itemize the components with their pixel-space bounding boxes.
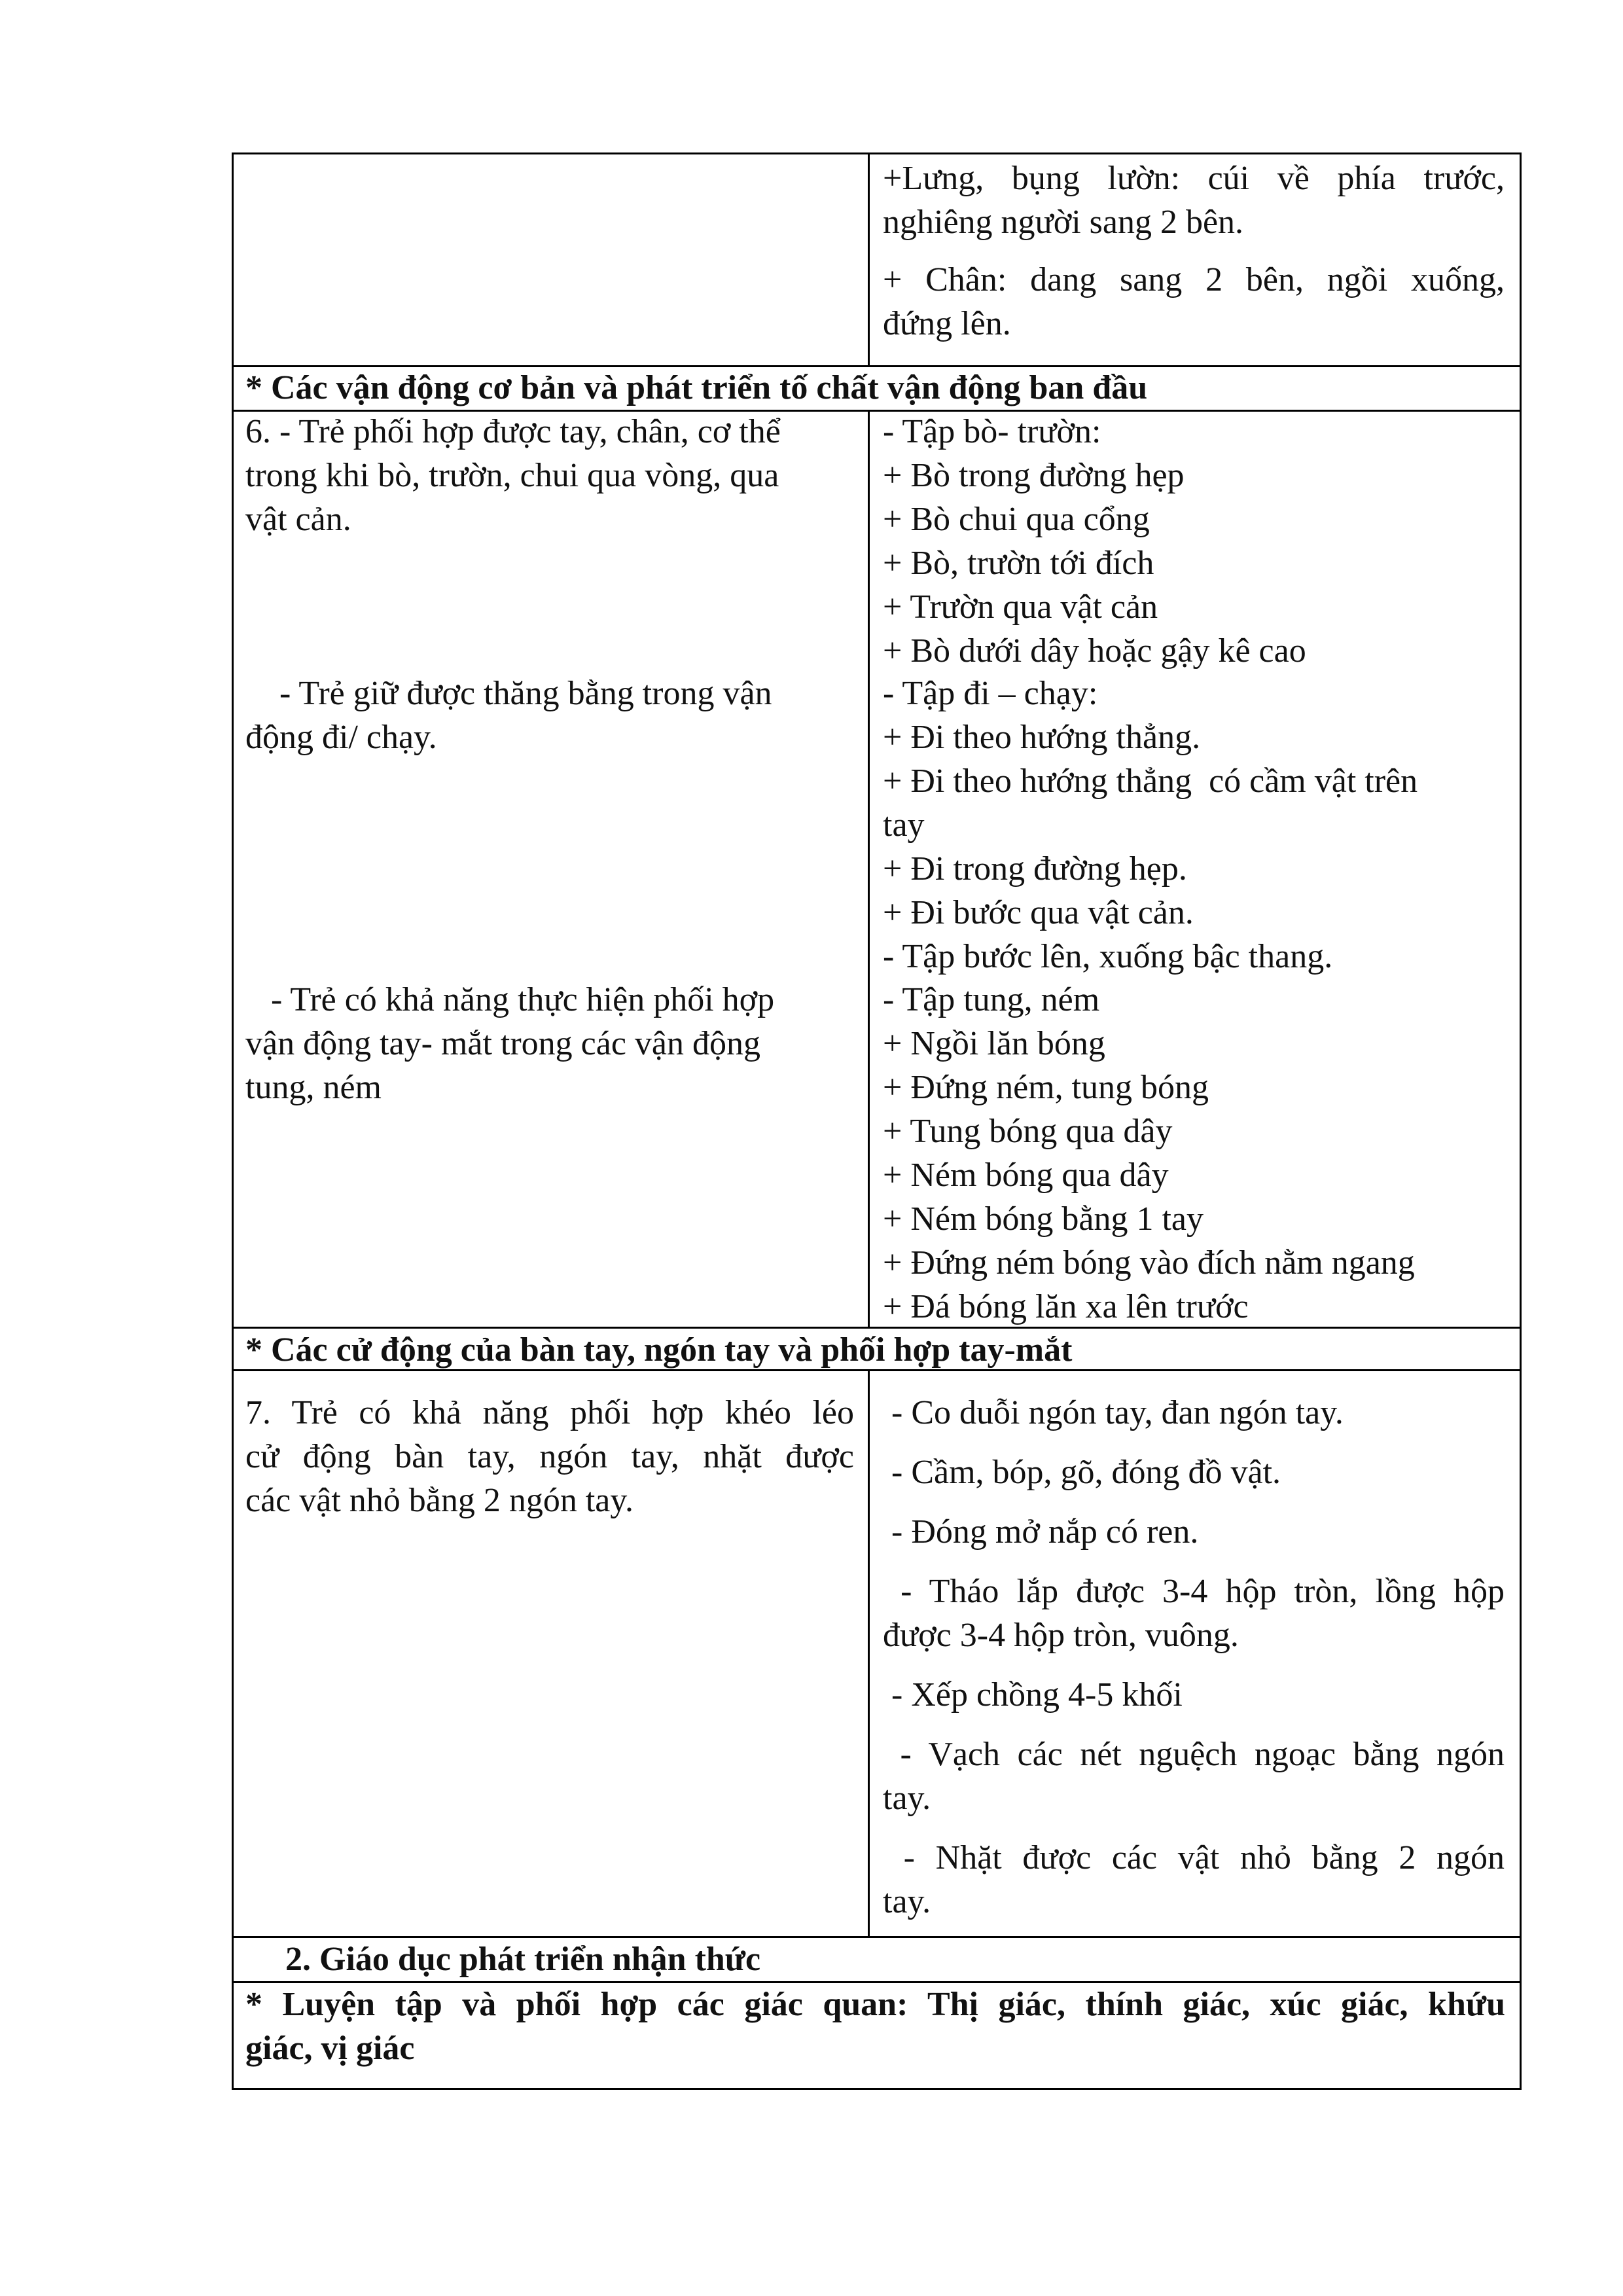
cell-r6-right-line: + Bò dưới dây hoặc gậy kê cao	[883, 632, 1306, 670]
cell-r7-right-line: - Đóng mở nắp có ren.	[883, 1513, 1199, 1551]
cell-r6-right-line: + Ném bóng bằng 1 tay	[883, 1200, 1204, 1238]
cell-r7-right-line: - Nhặt được các vật nhỏ bằng 2 ngón	[883, 1839, 1505, 1876]
cell-r6-right-line: - Tập đi – chạy:	[883, 675, 1098, 712]
cell-r7-right-line: - Xếp chồng 4-5 khối	[883, 1676, 1183, 1713]
section-heading-hand-movements: * Các cử động của bàn tay, ngón tay và phối hợp tay-mắt	[245, 1331, 1073, 1369]
cell-r6-left-line: 6. - Trẻ phối hợp được tay, chân, cơ thể	[245, 413, 781, 450]
cell-r6-right-line: - Tập bò- trườn:	[883, 413, 1101, 450]
cell-r6-left-line: động đi/ chạy.	[245, 719, 437, 756]
column-divider	[868, 152, 870, 367]
cell-r1-right-line: đứng lên.	[883, 305, 1011, 342]
cell-r6-right-line: + Đi theo hướng thẳng có cầm vật trên	[883, 762, 1418, 800]
cell-r6-right-line: tay	[883, 806, 925, 844]
cell-r6-right-line: + Đi theo hướng thẳng.	[883, 719, 1201, 756]
cell-r6-right-line: + Đá bóng lăn xa lên trước	[883, 1288, 1249, 1325]
cell-r6-left-line: tung, ném	[245, 1069, 382, 1106]
cell-r6-right-line: + Đi trong đường hẹp.	[883, 850, 1187, 888]
cell-r7-left-line: các vật nhỏ bằng 2 ngón tay.	[245, 1482, 633, 1519]
cell-r6-right-line: + Bò chui qua cổng	[883, 501, 1150, 538]
section-heading-cognitive: 2. Giáo dục phát triển nhận thức	[285, 1941, 761, 1978]
column-divider	[868, 1369, 870, 1937]
cell-r6-right-line: + Ném bóng qua dây	[883, 1157, 1169, 1194]
section-heading-senses: * Luyện tập và phối hợp các giác quan: Thị giác, thính giác, xúc giác, khứu	[245, 1986, 1505, 2023]
cell-r7-left-line: cử động bàn tay, ngón tay, nhặt được	[245, 1438, 854, 1475]
table-border-top	[232, 152, 1522, 154]
cell-r7-right-line: tay.	[883, 1883, 931, 1920]
cell-r6-right-line: + Bò trong đường hẹp	[883, 457, 1185, 494]
cell-r6-right-line: - Tập bước lên, xuống bậc thang.	[883, 938, 1333, 975]
cell-r6-right-line: - Tập tung, ném	[883, 981, 1100, 1018]
cell-r6-left-line: trong khi bò, trườn, chui qua vòng, qua	[245, 457, 779, 494]
section-heading-basic-motor: * Các vận động cơ bản và phát triển tố chất vận động ban đầu	[245, 369, 1148, 406]
cell-r6-right-line: + Bò, trườn tới đích	[883, 545, 1154, 582]
cell-r6-left-line: vận động tay- mắt trong các vận động	[245, 1025, 760, 1062]
table-border-bottom	[232, 2088, 1522, 2090]
cell-r1-right-line: + Chân: dang sang 2 bên, ngồi xuống,	[883, 261, 1505, 298]
cell-r6-right-line: + Đứng ném bóng vào đích nằm ngang	[883, 1244, 1415, 1282]
cell-r1-right-line: nghiêng người sang 2 bên.	[883, 204, 1244, 241]
cell-r7-right-line: - Cầm, bóp, gõ, đóng đồ vật.	[883, 1454, 1281, 1491]
section-heading-senses: giác, vị giác	[245, 2030, 415, 2067]
cell-r7-right-line: - Vạch các nét nguệch ngoạc bằng ngón	[883, 1736, 1505, 1773]
cell-r6-left-line: - Trẻ có khả năng thực hiện phối hợp	[245, 981, 775, 1018]
cell-r1-right-line: +Lưng, bụng lườn: cúi về phía trước,	[883, 160, 1505, 197]
cell-r7-right-line: được 3-4 hộp tròn, vuông.	[883, 1617, 1239, 1654]
cell-r6-right-line: + Đi bước qua vật cản.	[883, 894, 1194, 931]
cell-r6-right-line: + Trườn qua vật cản	[883, 588, 1158, 626]
table-border-right	[1520, 152, 1522, 2090]
cell-r6-right-line: + Ngồi lăn bóng	[883, 1025, 1105, 1062]
cell-r6-left-line: - Trẻ giữ được thăng bằng trong vận	[245, 675, 772, 712]
cell-r7-left-line: 7. Trẻ có khả năng phối hợp khéo léo	[245, 1394, 854, 1431]
cell-r7-right-line: - Co duỗi ngón tay, đan ngón tay.	[883, 1394, 1344, 1431]
column-divider	[868, 410, 870, 1328]
cell-r7-right-line: - Tháo lắp được 3-4 hộp tròn, lồng hộp	[883, 1573, 1505, 1610]
cell-r7-right-line: tay.	[883, 1780, 931, 1817]
cell-r6-right-line: + Đứng ném, tung bóng	[883, 1069, 1209, 1106]
table-border-left	[232, 152, 234, 2090]
cell-r6-right-line: + Tung bóng qua dây	[883, 1113, 1173, 1150]
cell-r6-left-line: vật cản.	[245, 501, 351, 538]
